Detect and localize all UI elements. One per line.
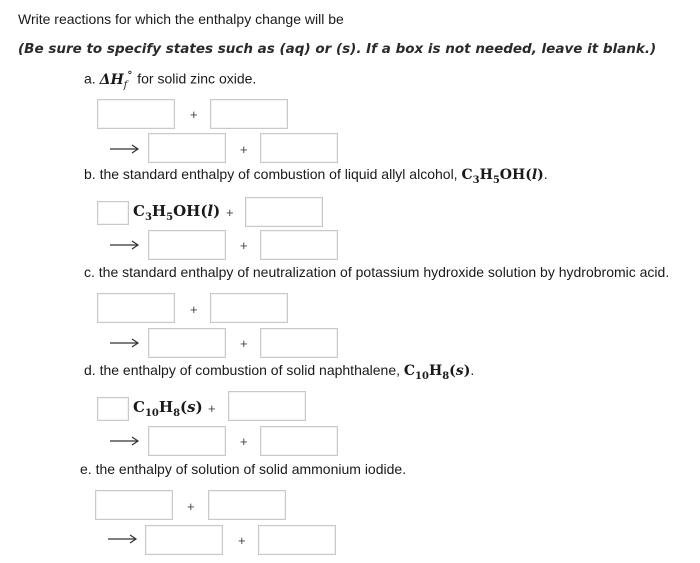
plus-sign: + [226,205,234,220]
naphthalene-reactant: $C_{10}H_8(s)$ [133,398,203,419]
allyl-alcohol-formula: $C_3H_5OH(l)$ [461,167,544,186]
question-e: e. the enthalpy of solution of solid ammonium iodide. [80,461,407,477]
plus-sign: + [190,107,198,122]
question-a-prefix: a. [84,70,96,87]
plus-sign: + [238,533,246,548]
question-c: c. the standard enthalpy of neutralization of potassium hydroxide solution by hydrobromic acid. [84,264,670,280]
reactant-box-c1[interactable] [97,293,175,323]
arrow-icon [110,240,140,250]
plus-sign: + [187,499,195,514]
instructions-title: Write reactions for which the enthalpy change will be [18,11,344,27]
arrow-icon [110,144,140,154]
product-box-e2[interactable] [258,525,336,555]
plus-sign: + [240,238,248,253]
question-b-text: b. the standard enthalpy of combustion of liquid allyl alcohol, [84,166,462,182]
arrow-icon [110,436,140,446]
question-a [84,70,256,90]
question-a-text: for solid zinc oxide. [137,70,257,87]
plus-sign: + [240,434,248,449]
plus-sign: + [240,142,248,157]
arrow-icon [108,534,138,544]
reactant-box-b2[interactable] [245,197,323,227]
arrow-icon [110,338,140,348]
plus-sign: + [208,401,216,416]
reactant-box-a1[interactable] [97,99,175,129]
allyl-alcohol-reactant: $C_3H_5OH(l)$ [133,202,221,223]
reactant-box-c2[interactable] [210,293,288,323]
product-box-b2[interactable] [260,230,338,260]
reactant-box-a2[interactable] [210,99,288,129]
coefficient-box-b[interactable] [97,201,129,225]
plus-sign: + [240,336,248,351]
product-box-a2[interactable] [260,133,338,163]
plus-sign: + [190,302,198,317]
naphthalene-formula: $C_{10}H_8(s)$ [403,363,471,382]
product-box-d1[interactable] [148,426,226,456]
question-b: b. the standard enthalpy of combustion of liquid allyl alcohol, $C_3H_5OH(l)$. [84,166,548,186]
reactant-box-e2[interactable] [208,490,286,520]
product-box-b1[interactable] [148,230,226,260]
delta-h-symbol: $\Delta H_f^\circ$ [99,70,133,91]
coefficient-box-d[interactable] [97,397,129,421]
reactant-box-e1[interactable] [95,490,173,520]
product-box-a1[interactable] [148,133,226,163]
question-d: d. the enthalpy of combustion of solid naphthalene, $C_{10}H_8(s)$. [84,362,475,382]
product-box-e1[interactable] [145,525,223,555]
product-box-c2[interactable] [260,328,338,358]
product-box-d2[interactable] [260,426,338,456]
reactant-box-d2[interactable] [228,391,306,421]
product-box-c1[interactable] [148,328,226,358]
question-d-text: d. the enthalpy of combustion of solid naphthalene, [84,362,404,378]
instructions-note: (Be sure to specify states such as (aq) or (s). If a box is not needed, leave it blank.) [18,41,657,57]
